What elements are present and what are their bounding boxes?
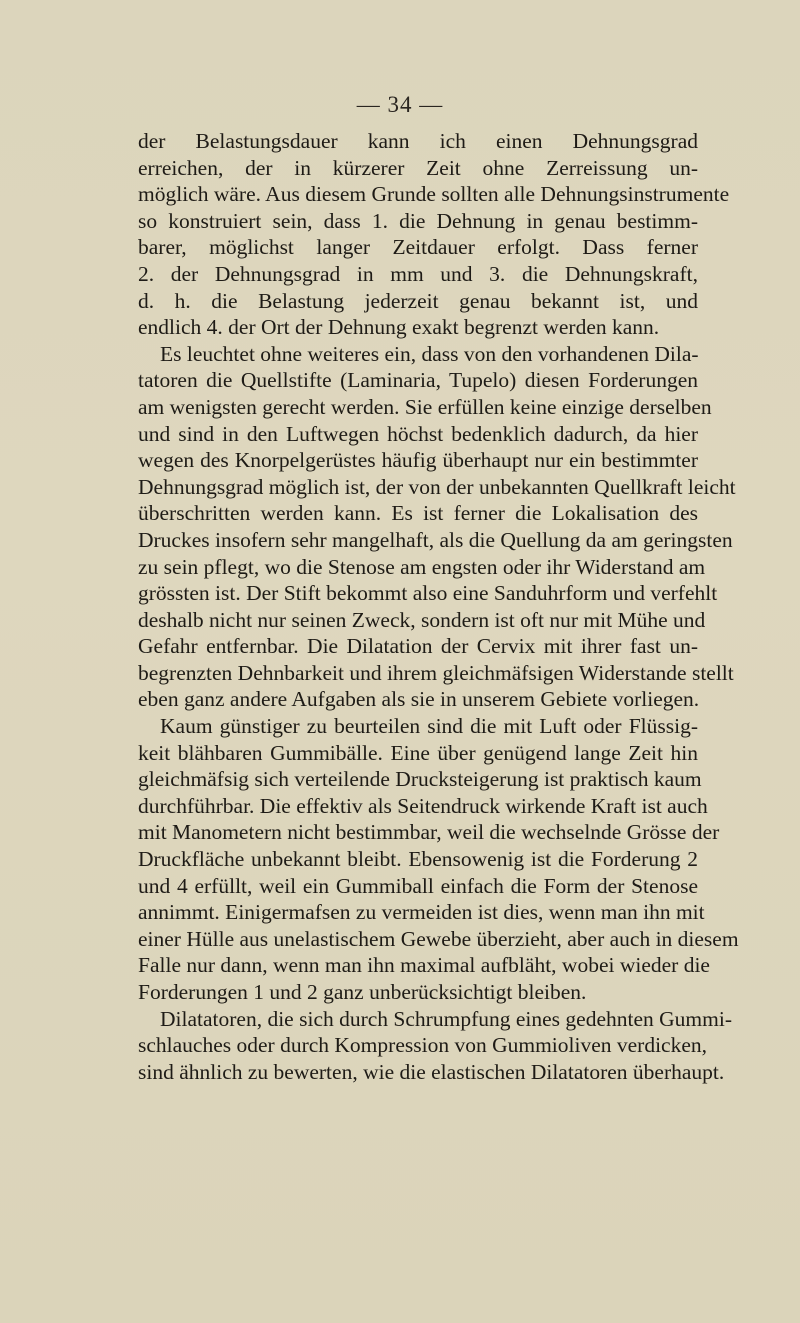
text-line: Falle nur dann, wenn man ihn maximal aufbläht, wobei wieder die <box>138 953 710 978</box>
text-line: 2. der Dehnungsgrad in mm und 3. die Dehnungskraft, <box>138 261 698 286</box>
text-line: erreichen, der in kürzerer Zeit ohne Zerreissung un- <box>138 155 698 180</box>
text-line: einer Hülle aus unelastischem Gewebe überzieht, aber auch in diesem <box>138 926 739 951</box>
text-line: deshalb nicht nur seinen Zweck, sondern ist oft nur mit Mühe und <box>138 607 706 632</box>
text-line: möglich wäre. Aus diesem Grunde sollten alle Dehnungsinstrumente <box>138 182 730 207</box>
page-number: — 34 — <box>356 92 444 117</box>
body-text <box>138 128 739 1085</box>
text-line: barer, möglichst langer Zeitdauer erfolgt. Dass ferner <box>138 235 698 260</box>
text-line: so konstruiert sein, dass 1. die Dehnung in genau bestimm- <box>138 208 698 233</box>
text-line: überschritten werden kann. Es ist ferner die Lokalisation des <box>138 501 698 526</box>
text-line: Druckes insofern sehr mangelhaft, als die Quellung da am geringsten <box>138 527 733 552</box>
text-line: Druckfläche unbekannt bleibt. Ebensowenig ist die Forderung 2 <box>138 847 698 872</box>
text-line: Dilatatoren, die sich durch Schrumpfung eines gedehnten Gummi- <box>160 1006 732 1031</box>
text-line: Forderungen 1 und 2 ganz unberücksichtigt bleiben. <box>138 980 587 1004</box>
text-line: annimmt. Einigermafsen zu vermeiden ist dies, wenn man ihn mit <box>138 900 705 925</box>
text-line: und 4 erfüllt, weil ein Gummiball einfach die Form der Stenose <box>138 873 698 898</box>
text-line: zu sein pflegt, wo die Stenose am engsten oder ihr Widerstand am <box>138 554 706 579</box>
text-line: am wenigsten gerecht werden. Sie erfüllen keine einzige derselben <box>138 394 712 419</box>
text-line: schlauches oder durch Kompression von Gummioliven verdicken, <box>138 1033 708 1058</box>
text-line: begrenzten Dehnbarkeit und ihrem gleichmäfsigen Widerstande stellt <box>138 660 734 685</box>
text-line: gleichmäfsig sich verteilende Drucksteigerung ist praktisch kaum <box>138 767 702 792</box>
text-line: d. h. die Belastung jederzeit genau bekannt ist, und <box>138 288 698 313</box>
text-line: Dehnungsgrad möglich ist, der von der unbekannten Quellkraft leicht <box>138 474 736 499</box>
text-line: Es leuchtet ohne weiteres ein, dass von den vorhandenen Dila- <box>160 341 699 366</box>
text-line: tatoren die Quellstifte (Laminaria, Tupelo) diesen Forderungen <box>138 368 698 393</box>
text-line: durchführbar. Die effektiv als Seitendruck wirkende Kraft ist auch <box>138 793 708 818</box>
text-line: sind ähnlich zu bewerten, wie die elastischen Dilatatoren überhaupt. <box>138 1059 725 1084</box>
text-line: und sind in den Luftwegen höchst bedenklich dadurch, da hier <box>138 421 698 446</box>
text-line: wegen des Knorpelgerüstes häufig überhaupt nur ein bestimmter <box>138 448 698 473</box>
text-line: der Belastungsdauer kann ich einen Dehnungsgrad <box>138 129 698 153</box>
text-line: mit Manometern nicht bestimmbar, weil die wechselnde Grösse der <box>138 820 720 845</box>
text-line: Gefahr entfernbar. Die Dilatation der Cervix mit ihrer fast un- <box>138 634 698 659</box>
text-line: grössten ist. Der Stift bekommt also eine Sanduhrform und verfehlt <box>138 581 718 606</box>
text-line: keit blähbaren Gummibälle. Eine über genügend lange Zeit hin <box>138 740 698 765</box>
text-line: Kaum günstiger zu beurteilen sind die mit Luft oder Flüssig- <box>160 714 698 739</box>
text-line: endlich 4. der Ort der Dehnung exakt begrenzt werden kann. <box>138 315 660 340</box>
text-line: eben ganz andere Aufgaben als sie in unserem Gebiete vorliegen. <box>138 687 700 712</box>
